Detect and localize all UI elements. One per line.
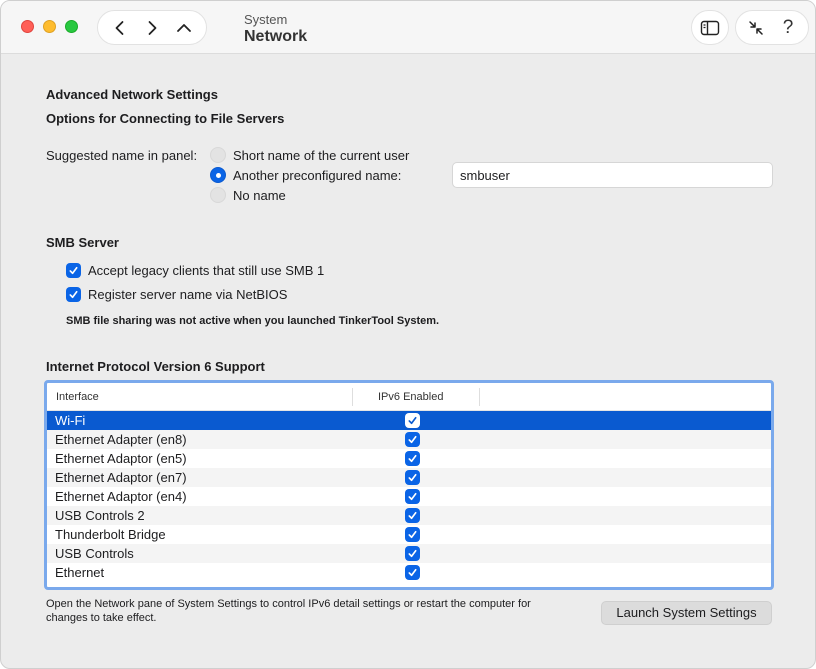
- table-row[interactable]: [47, 487, 771, 506]
- sidebar-toggle-button[interactable]: [691, 10, 729, 45]
- interface-name: Ethernet Adaptor (en7): [55, 470, 187, 485]
- table-body: [47, 411, 771, 582]
- ipv6-enabled-checkbox[interactable]: [405, 527, 420, 542]
- table-row[interactable]: [47, 430, 771, 449]
- checkmark-icon: [407, 529, 418, 540]
- launch-system-settings-button[interactable]: Launch System Settings: [601, 601, 772, 625]
- window-title: Network: [244, 28, 308, 45]
- table-row[interactable]: [47, 449, 771, 468]
- suggested-name-label: Suggested name in panel:: [46, 148, 198, 163]
- checkmark-icon: [407, 491, 418, 502]
- main-content: [1, 55, 815, 669]
- interface-name: USB Controls 2: [55, 508, 145, 523]
- table-row[interactable]: [47, 544, 771, 563]
- ipv6-enabled-checkbox[interactable]: [405, 508, 420, 523]
- table-row[interactable]: [47, 411, 771, 430]
- table-row[interactable]: [47, 563, 771, 582]
- table-row[interactable]: [47, 506, 771, 525]
- window-subtitle: System: [244, 12, 288, 27]
- collapse-button[interactable]: [742, 14, 770, 42]
- radio-no-name-label[interactable]: No name: [233, 188, 286, 203]
- radio-short-name[interactable]: [210, 147, 226, 163]
- checkmark-icon: [407, 415, 418, 426]
- preconfigured-name-field[interactable]: smbuser: [452, 162, 773, 188]
- netbios-checkbox[interactable]: [66, 287, 81, 302]
- radio-preconfigured-name-label[interactable]: Another preconfigured name:: [233, 168, 402, 183]
- smb1-checkbox[interactable]: [66, 263, 81, 278]
- ipv6-enabled-checkbox[interactable]: [405, 565, 420, 580]
- ipv6-enabled-checkbox[interactable]: [405, 546, 420, 561]
- interface-name: Ethernet Adaptor (en5): [55, 451, 187, 466]
- checkmark-icon: [407, 472, 418, 483]
- zoom-window-button[interactable]: [65, 20, 78, 33]
- interface-name: USB Controls: [55, 546, 134, 561]
- right-toolbar-group: [735, 10, 809, 45]
- table-row[interactable]: [47, 468, 771, 487]
- checkmark-icon: [68, 289, 79, 300]
- up-button[interactable]: [170, 14, 198, 42]
- ipv6-enabled-checkbox[interactable]: [405, 413, 420, 428]
- back-button[interactable]: [106, 14, 134, 42]
- radio-short-name-label[interactable]: Short name of the current user: [233, 148, 410, 163]
- column-header-ipv6-enabled[interactable]: IPv6 Enabled: [378, 391, 444, 403]
- smb1-checkbox-label[interactable]: Accept legacy clients that still use SMB 1: [88, 263, 325, 278]
- interface-name: Ethernet Adapter (en8): [55, 432, 187, 447]
- column-divider: [479, 388, 480, 406]
- sidebar-icon: [700, 20, 720, 36]
- interface-name: Ethernet Adaptor (en4): [55, 489, 187, 504]
- checkmark-icon: [407, 548, 418, 559]
- close-window-button[interactable]: [21, 20, 34, 33]
- smb-heading: SMB Server: [46, 235, 119, 250]
- checkmark-icon: [407, 453, 418, 464]
- ipv6-table[interactable]: [44, 380, 774, 590]
- radio-no-name[interactable]: [210, 187, 226, 203]
- ipv6-footer-line1: Open the Network pane of System Settings to control IPv6 detail settings or restart the computer for: [46, 598, 531, 610]
- checkmark-icon: [68, 265, 79, 276]
- smb-status-note: SMB file sharing was not active when you launched TinkerTool System.: [66, 315, 440, 327]
- interface-name: Thunderbolt Bridge: [55, 527, 166, 542]
- ipv6-enabled-checkbox[interactable]: [405, 451, 420, 466]
- titlebar: [1, 1, 815, 54]
- interface-name: Ethernet: [55, 565, 105, 580]
- minimize-window-button[interactable]: [43, 20, 56, 33]
- checkmark-icon: [407, 567, 418, 578]
- advanced-heading: Advanced Network Settings: [46, 87, 218, 102]
- chevron-right-icon: [144, 20, 160, 36]
- ipv6-heading: Internet Protocol Version 6 Support: [46, 359, 265, 374]
- checkmark-icon: [407, 434, 418, 445]
- file-servers-heading: Options for Connecting to File Servers: [46, 111, 285, 126]
- navigation-group: [97, 10, 207, 45]
- collapse-arrows-icon: [748, 20, 764, 36]
- ipv6-enabled-checkbox[interactable]: [405, 432, 420, 447]
- netbios-checkbox-label[interactable]: Register server name via NetBIOS: [88, 287, 288, 302]
- column-header-interface[interactable]: Interface: [56, 391, 99, 403]
- chevron-up-icon: [176, 20, 192, 36]
- help-button[interactable]: ?: [782, 16, 794, 38]
- chevron-left-icon: [112, 20, 128, 36]
- ipv6-enabled-checkbox[interactable]: [405, 470, 420, 485]
- column-divider: [352, 388, 353, 406]
- ipv6-enabled-checkbox[interactable]: [405, 489, 420, 504]
- interface-name: Wi-Fi: [55, 413, 86, 428]
- checkmark-icon: [407, 510, 418, 521]
- radio-preconfigured-name[interactable]: [210, 167, 226, 183]
- forward-button[interactable]: [138, 14, 166, 42]
- table-row[interactable]: [47, 525, 771, 544]
- table-header: [47, 383, 771, 411]
- ipv6-footer-line2: changes to take effect.: [46, 612, 157, 624]
